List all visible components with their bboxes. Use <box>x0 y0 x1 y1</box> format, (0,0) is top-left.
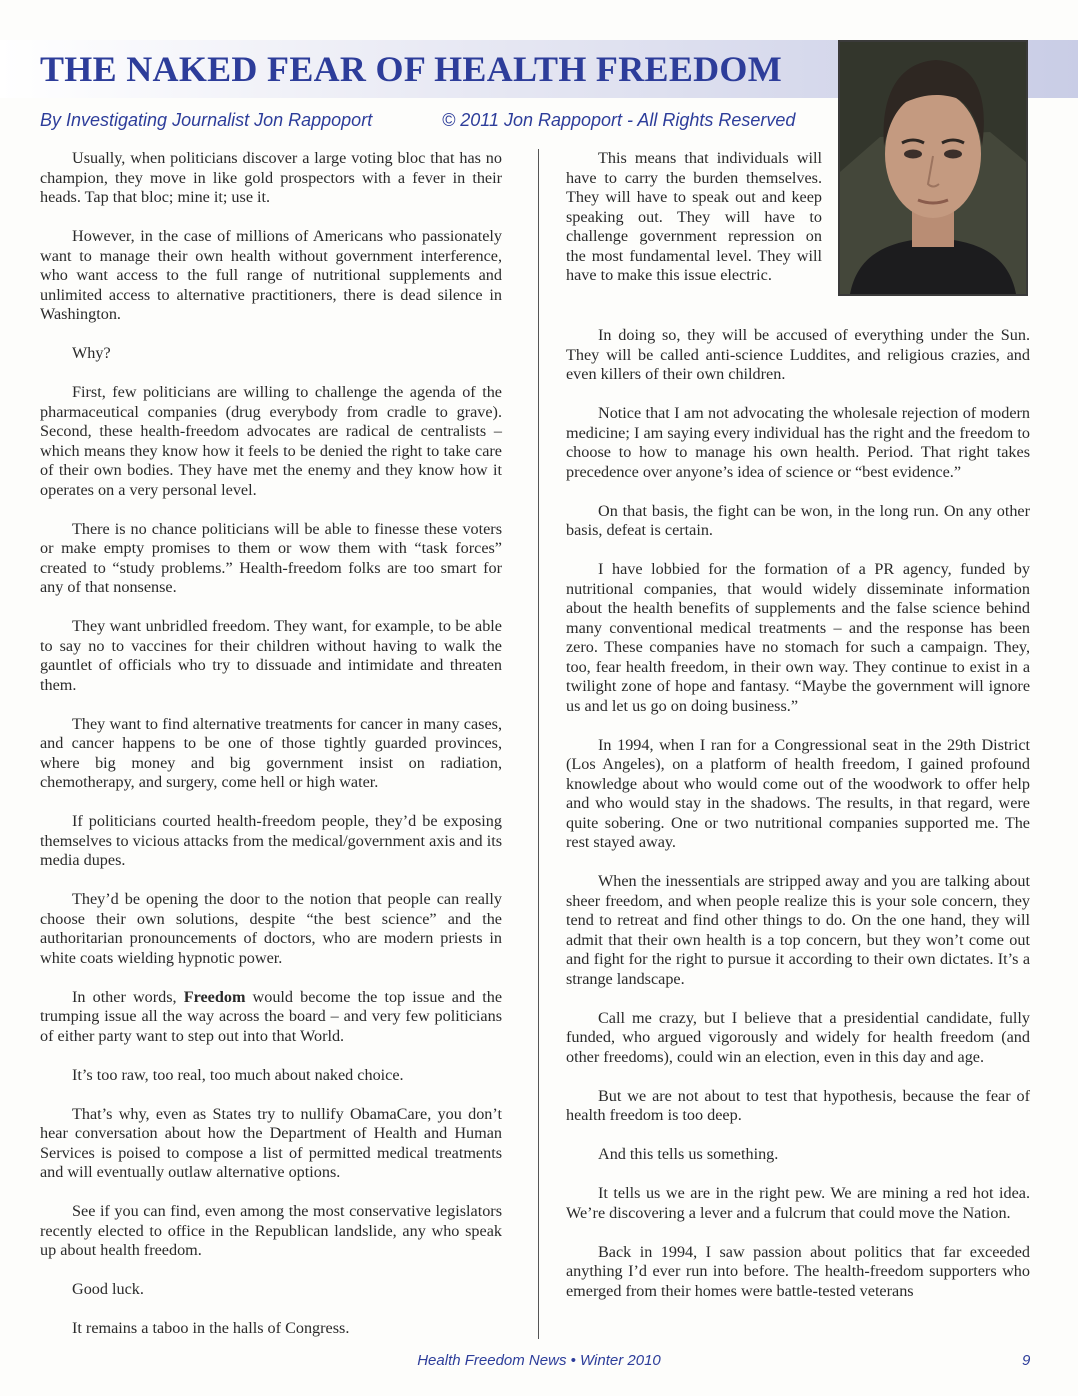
page-number: 9 <box>1022 1352 1031 1369</box>
paragraph: But we are not about to test that hypothesis, because the fear of health freedom is too deep. <box>566 1086 1030 1124</box>
paragraph: On that basis, the fight can be won, in the long run. On any other basis, defeat is certain. <box>566 501 1030 539</box>
copyright-notice: © 2011 Jon Rappoport - All Rights Reserved <box>442 110 796 130</box>
paragraph: See if you can find, even among the most conservative legislators recently elected to office in the Republican landslide, any who speak up about health freedom. <box>40 1202 502 1259</box>
paragraph: That’s why, even as States try to nullify ObamaCare, you don’t hear conversation about how the Department of Health and Human Services is poised to compose a list of permitted medical treatments and will eventually outlaw alternative options. <box>40 1104 502 1181</box>
paragraph: First, few politicians are willing to challenge the agenda of the pharmaceutical companies (drug everybody from cradle to grave). Second, these health-freedom advocates are radical de centralists – which means they know how it feels to be denied the right to take care of their own bodies. They have met the enemy and they know how it operates on a very personal level. <box>40 383 502 499</box>
paragraph: Call me crazy, but I believe that a presidential candidate, fully funded, who argued vigorously and widely for health freedom (and other freedoms), could win an election, even in this day and age. <box>566 1008 1030 1066</box>
paragraph: They want to find alternative treatments for cancer in many cases, and cancer happens to be one of those tightly guarded provinces, where big money and big government insist on radiation, chemotherapy, and surgery, come hell or high water. <box>40 714 502 791</box>
paragraph: It remains a taboo in the halls of Congress. <box>72 1319 350 1337</box>
column-divider <box>538 149 539 1339</box>
right-column-top <box>566 149 822 305</box>
author-portrait-image <box>840 42 1026 294</box>
left-column <box>40 149 502 1358</box>
paragraph: Notice that I am not advocating the wholesale rejection of modern medicine; I am saying every individual has the right and the freedom to choose to how to manage his own health. Period. That right takes precedence over anyone’s idea of science or “best evidence.” <box>566 404 1030 481</box>
paragraph: Back in 1994, I saw passion about politics that far exceeded anything I’d ever run into before. The health-freedom supporters who emerged from their homes were battle-tested veterans <box>566 1242 1030 1300</box>
paragraph: And this tells us something. <box>598 1145 779 1163</box>
paragraph: In 1994, when I ran for a Congressional seat in the 29th District (Los Angeles), on a platform of health freedom, I gained profound knowledge about who would come out of the woodwork to offer help and who would stay in the shadows. The results, in that regard, were quite sobering. One or two nutritional companies supported me. The rest stayed away. <box>566 735 1030 851</box>
paragraph: If politicians courted health-freedom people, they’d be exposing themselves to vicious attacks from the medical/government axis and its media dupes. <box>40 812 502 869</box>
freedom-bold-word: Freedom <box>183 987 246 1006</box>
paragraph: They want unbridled freedom. They want, for example, to be able to say no to vaccines for their children without having to walk the gauntlet of officials who try to dissuade and intimidate and threaten them. <box>40 617 502 694</box>
paragraph: They’d be opening the door to the notion that people can really choose their own solutions, despite “the best science” and the authoritarian pronouncements of doctors, who are modern priests in white coats wielding hypnotic power. <box>40 890 502 967</box>
paragraph: However, in the case of millions of Americans who passionately want to manage their own health without government interference, who want access to the full range of nutritional supplements and unlimited access to alternative practitioners, there is dead silence in Washington. <box>40 227 502 323</box>
freedom-text-before: In other words, <box>72 987 184 1006</box>
footer-publication: Health Freedom News • Winter 2010 <box>417 1352 661 1369</box>
paragraph: When the inessentials are stripped away and you are talking about sheer freedom, and when people realize this is your sole concern, they tend to retreat and find other things to do. On the one hand, they will admit that their own health is a top concern, but they won’t come out and fight for the right to pursue it according to their own dictates. It’s a strange landscape. <box>566 872 1030 988</box>
paragraph: It tells us we are in the right pew. We are mining a red hot idea. We’re discovering a lever and a fulcrum that could move the Nation. <box>566 1184 1030 1222</box>
paragraph: There is no chance politicians will be able to finesse these voters or make empty promises to them or wow them with “task forces” created to “study problems.” Health-freedom folks are too smart for any of that nonsense. <box>40 519 502 596</box>
author-byline: By Investigating Journalist Jon Rappoport <box>40 110 373 130</box>
paragraph: Usually, when politicians discover a large voting bloc that has no champion, they move in like gold prospectors with a fever in their heads. Tap that bloc; mine it; use it. <box>40 149 502 206</box>
paragraph: Good luck. <box>72 1280 144 1298</box>
right-column <box>566 326 1030 1321</box>
paragraph: In doing so, they will be accused of everything under the Sun. They will be called anti-science Luddites, and religious crazies, and even killers of their own children. <box>566 326 1030 383</box>
paragraph-freedom <box>40 988 502 1047</box>
freedom-text-after: would become the top issue and the trumping issue all the way across the board – and very few politicians of either party want to step out into that World. <box>40 987 502 1045</box>
article-title: THE NAKED FEAR OF HEALTH FREEDOM <box>40 49 783 89</box>
paragraph: It’s too raw, too real, too much about naked choice. <box>72 1065 404 1084</box>
paragraph: I have lobbied for the formation of a PR agency, funded by nutritional companies, that would widely disseminate information about the health benefits of supplements and the false science behind many conventional medical treatments – and the response has been zero. These companies have no stomach for such a campaign. They, too, fear health freedom, in their own way. They continue to exist in a twilight zone of hope and fantasy. “Maybe the government will ignore us and let us go on doing business.” <box>566 560 1030 715</box>
paragraph: Why? <box>72 344 111 362</box>
paragraph: This means that individuals will have to carry the burden themselves. They will have to speak out and keep speaking out. They will have to challenge government repression on the most fundamental level. They will have to make this issue electric. <box>566 149 822 284</box>
author-photo <box>838 40 1028 296</box>
